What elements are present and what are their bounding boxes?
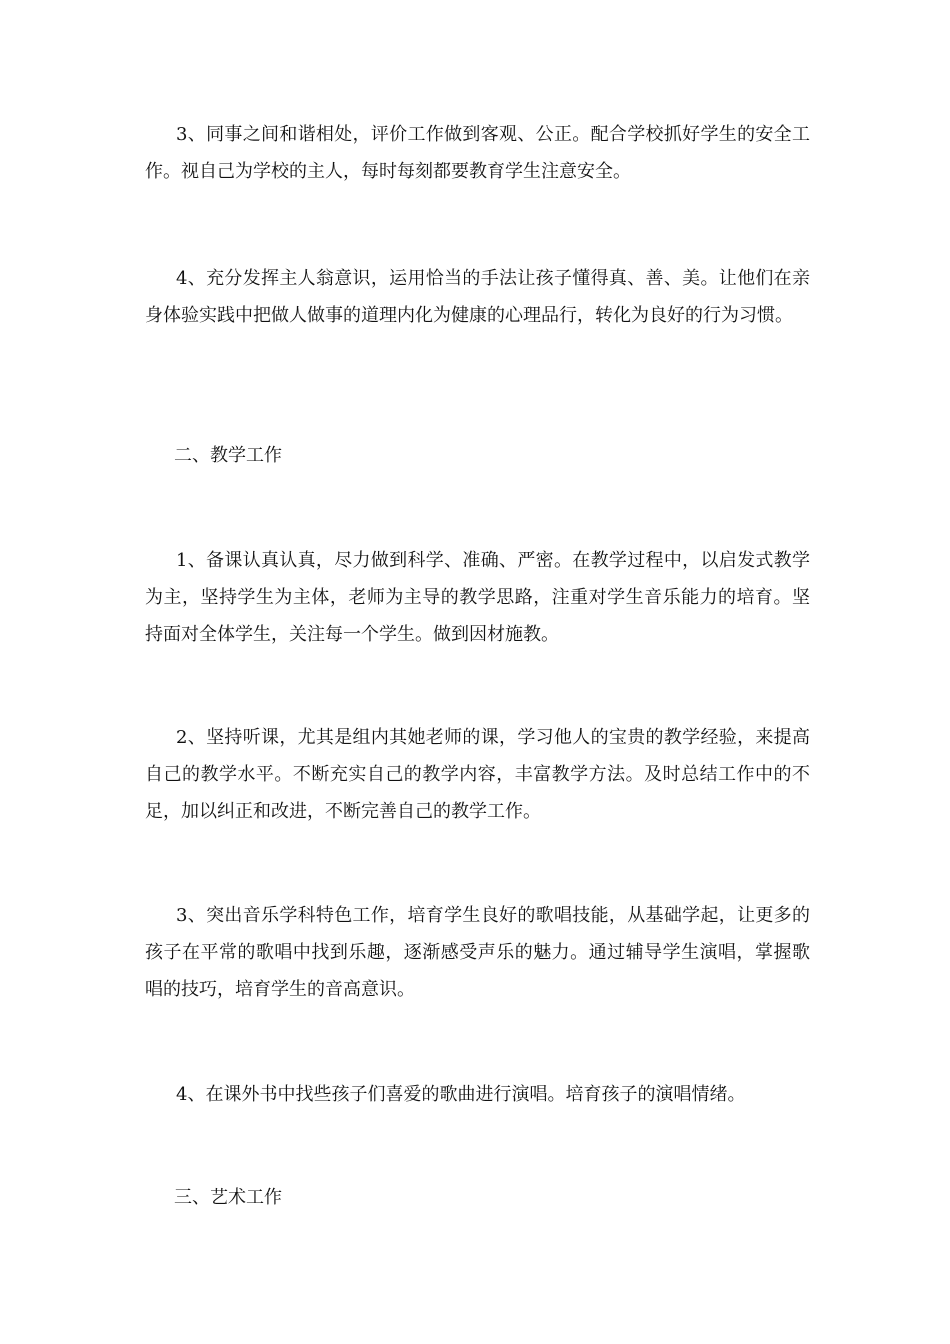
section-heading-arts: 三、艺术工作 — [174, 1187, 282, 1208]
paragraph-extracurricular-songs: 4、在课外书中找些孩子们喜爱的歌曲进行演唱。培育孩子的演唱情绪。 — [176, 1084, 746, 1105]
paragraph-colleague-harmony: 3、同事之间和谐相处，评价工作做到客观、公正。配合学校抓好学生的安全工作。视自己为学校的主人，每时每刻都要教育学生注意安全。 — [145, 124, 810, 182]
paragraph-lesson-observation: 2、坚持听课，尤其是组内其她老师的课，学习他人的宝贵的教学经验，来提高自己的教学水平。不断充实自己的教学内容，丰富教学方法。及时总结工作中的不足，加以纠正和改进，不断完善自己的教学工作。 — [145, 727, 810, 822]
paragraph-lesson-prep: 1、备课认真认真，尽力做到科学、准确、严密。在教学过程中，以启发式教学为主，坚持学生为主体，老师为主导的教学思路，注重对学生音乐能力的培育。坚持面对全体学生，关注每一个学生。做到因材施教。 — [145, 550, 810, 645]
section-heading-teaching: 二、教学工作 — [174, 445, 282, 466]
paragraph-music-specialty: 3、突出音乐学科特色工作，培育学生良好的歌唱技能，从基础学起，让更多的孩子在平常的歌唱中找到乐趣，逐渐感受声乐的魅力。通过辅导学生演唱，掌握歌唱的技巧，培育学生的音高意识。 — [145, 905, 810, 1000]
paragraph-ownership-awareness: 4、充分发挥主人翁意识，运用恰当的手法让孩子懂得真、善、美。让他们在亲身体验实践中把做人做事的道理内化为健康的心理品行，转化为良好的行为习惯。 — [145, 268, 810, 326]
